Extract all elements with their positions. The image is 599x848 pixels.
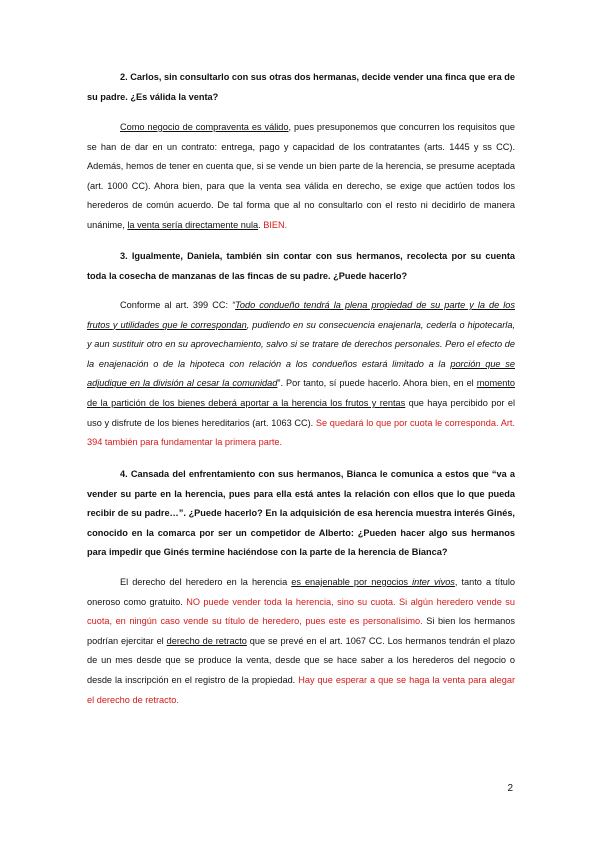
answer-3-text-3: que haya percibido por el uso y disfrute de los bienes hereditarios (art. 1063 CC). <box>87 397 515 428</box>
question-3-title: 3. Igualmente, Daniela, también sin contar con sus hermanos, recolecta por su cuenta toda la cosecha de manzanas de las fincas de su padre. ¿Puede hacerlo? <box>87 251 515 281</box>
answer-4-correction-2: Hay que esperar a que se haga la venta para alegar el derecho de retracto. <box>87 674 516 705</box>
answer-3-text-1: Conforme al art. 399 CC: <box>120 300 233 310</box>
answer-4-underline-italic: inter vivos <box>412 577 455 587</box>
answer-3-correction: Se quedará lo que por cuota le corresponda. Art. 394 también para fundamentar la primera parte. <box>87 417 515 448</box>
answer-3-underline-3: momento de la partición de los bienes deberá aportar a la herencia los frutos y rentas <box>87 378 515 408</box>
answer-4-text-1: El derecho del heredero en la herencia <box>120 577 292 587</box>
question-2-title: 2. Carlos, sin consultarlo con sus otras dos hermanas, decide vender una finca que era de su padre. ¿Es válida la venta? <box>87 72 515 102</box>
answer-2-text-2: . <box>258 219 264 230</box>
answer-4-underline-1: es enajenable por negocios <box>291 577 413 587</box>
answer-4-text-2: , tanto a título oneroso como gratuito. <box>87 577 516 607</box>
answer-3-quote-open: “ <box>232 300 236 310</box>
answer-3-quote-underline-1: Todo condueño tendrá la plena propiedad de su parte y la de los frutos y utilidades que le correspondan <box>87 300 515 330</box>
question-3 <box>87 247 515 286</box>
answer-2-underline-1: Como negocio de compraventa es válido <box>120 122 289 132</box>
answer-2-text-1: , pues presuponemos que concurren los requisitos que se han de dar en un contrato: entrega, pago y capacidad de los contratantes (arts. 1445 y ss CC). Además, hemos de tener en cuenta que, si se vende un bien parte de la herencia, se presume aceptada (art. 1000 CC). Ahora bien, para que la venta sea válida en derecho, se exige que actúen todos los herederos de común acuerdo. De tal forma que al no consultarlo con el resto ni decidirlo de manera unánime, <box>87 122 515 230</box>
question-2 <box>87 68 515 107</box>
answer-4-underline-2: derecho de retracto <box>166 635 247 646</box>
answer-3-quote-text: , pudiendo en su consecuencia enajenarla, cederla o hipotecarla, y aun sustituir otro en su aprovechamiento, salvo si se tratare de derechos personales. Pero el efecto de la enajenación o de la hipoteca con relación a los condueños estará limitado a la <box>87 319 515 369</box>
answer-2-correction: BIEN. <box>263 219 288 230</box>
answer-4-text-3: Si bien los hermanos podrían ejercitar el <box>87 616 515 646</box>
answer-3-quote-underline-2: porción que se adjudique en la división al cesar la comunidad <box>87 358 515 389</box>
answer-3 <box>87 296 515 453</box>
page-number: 2 <box>507 783 513 794</box>
answer-4 <box>87 573 515 710</box>
answer-4-text-4: que se prevé en el art. 1067 CC. Los hermanos tendrán el plazo de un mes desde que se produce la venta, desde que se hace saber a los herederos del negocio o desde la inscripción en el registro de la propiedad. <box>87 635 515 685</box>
answer-4-correction-1: NO puede vender toda la herencia, sino su cuota. Si algún heredero vende su cuota, en ningún caso vende su título de heredero, pues este es personalísimo. <box>87 596 515 627</box>
question-4 <box>87 465 515 563</box>
question-4-title: 4. Cansada del enfrentamiento con sus hermanos, Bianca le comunica a estos que “va a vender su parte en la herencia, pues para ella está antes la relación con ellos que lo que pueda recibir de su padre…”. ¿Puede hacerlo? En la adquisición de esa herencia muestra interés Ginés, conocido en la comarca por ser un competidor de Alberto: ¿Pueden hacer algo sus hermanos para impedir que Ginés termine haciéndose con la parte de la herencia de Bianca? <box>87 469 515 558</box>
answer-2-underline-2: la venta sería directamente nula <box>127 219 259 230</box>
answer-3-text-2: ”. Por tanto, sí puede hacerlo. Ahora bien, en el <box>277 378 477 389</box>
answer-2 <box>87 118 515 236</box>
